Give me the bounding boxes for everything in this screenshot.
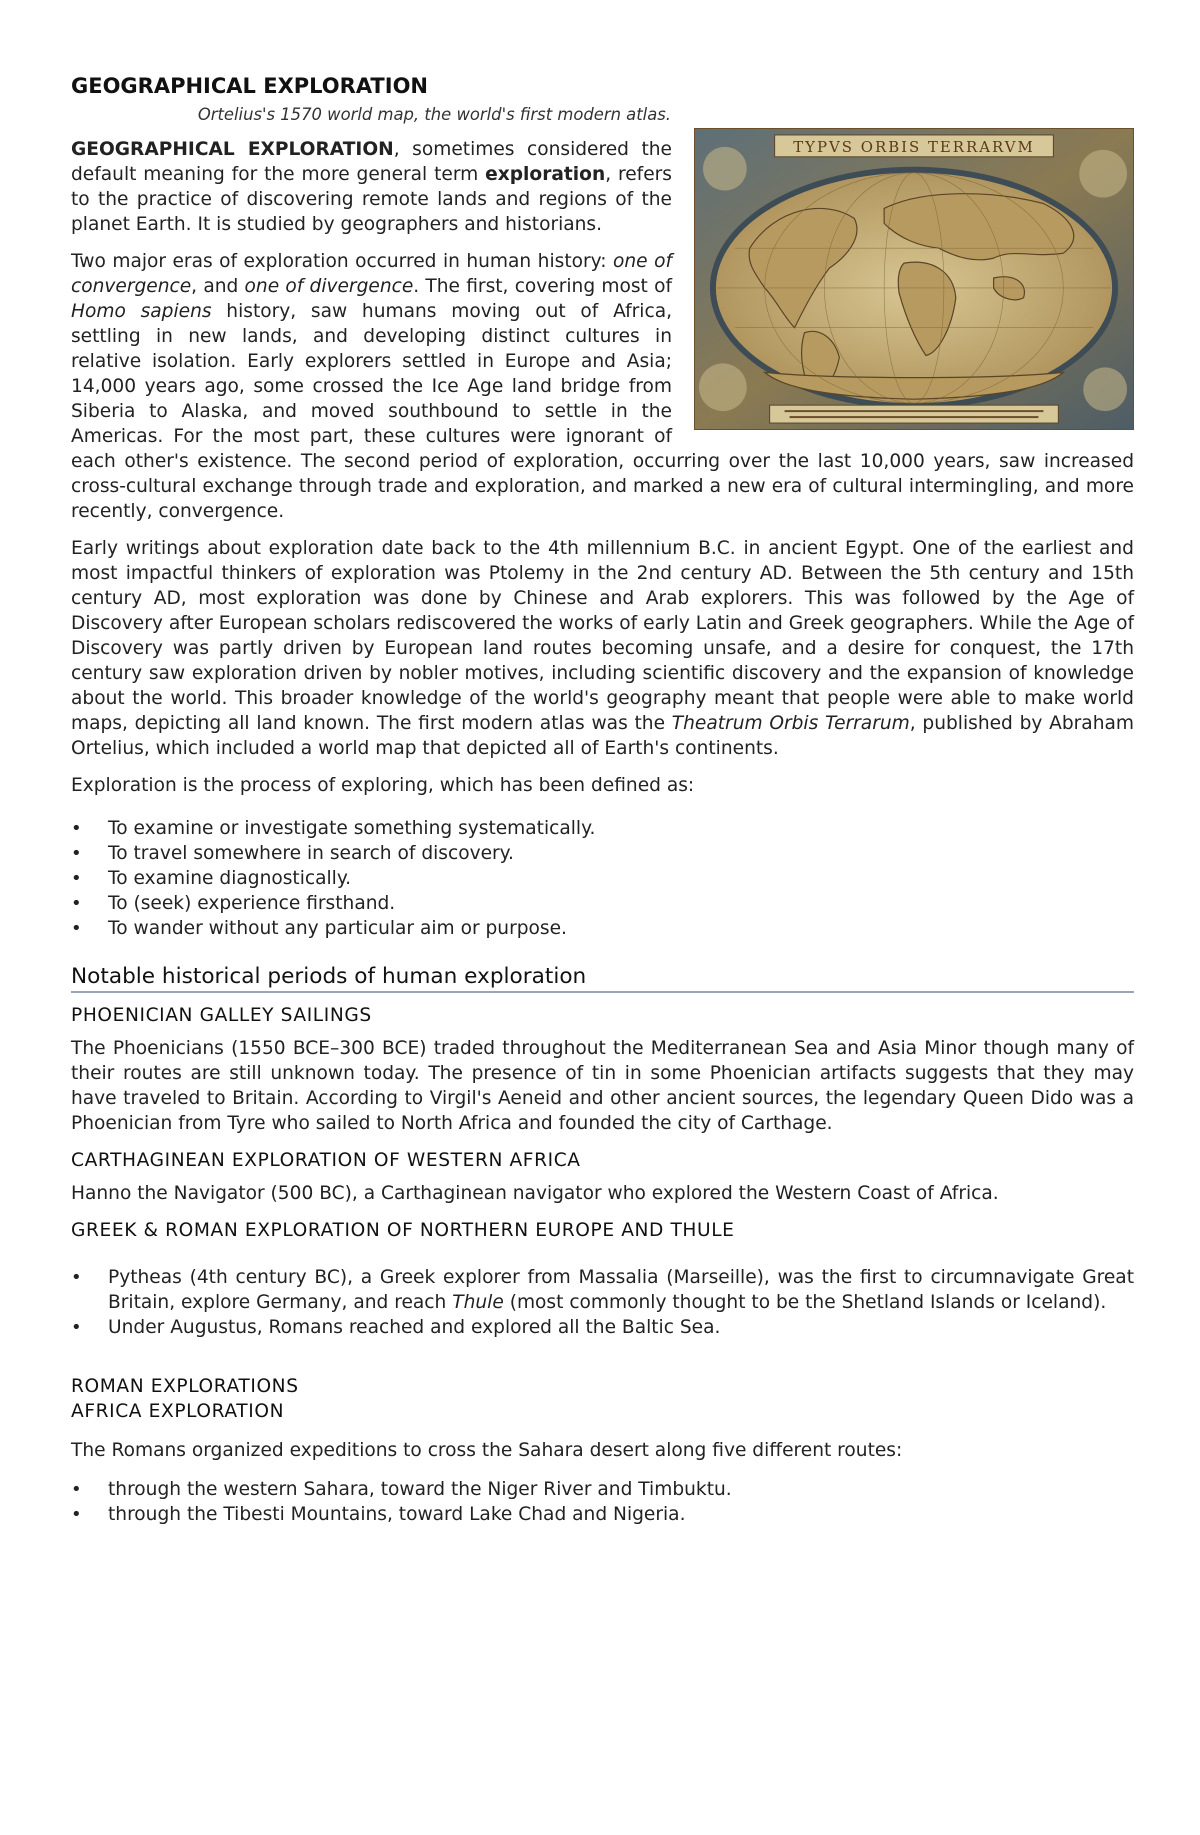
carthage-heading: CARTHAGINEAN EXPLORATION OF WESTERN AFRICA [71,1150,581,1171]
section-heading: Notable historical periods of human exploration [71,963,1134,993]
phoenician-paragraph: The Phoenicians (1550 BCE–300 BCE) traded throughout the Mediterranean Sea and Asia Minor though many of their routes are still unknown today. The presence of tin in some Phoenician artifacts suggests that they may have traveled to Britain. According to Virgil's Aeneid and other ancient sources, the legendary Queen Dido was a Phoenician from Tyre who sailed to North Africa and founded the city of Carthage. [71,1038,1134,1134]
writings-paragraph [71,536,1134,761]
eras-em-3: Homo sapiens [71,301,212,322]
list-item [71,1265,1134,1315]
roman-heading: ROMAN EXPLORATIONS [71,1376,299,1397]
list-item: • To (seek) experience firsthand. [71,891,1134,916]
list-item: • To examine or investigate something systematically. [71,816,1134,841]
carthage-paragraph: Hanno the Navigator (500 BC), a Carthaginean navigator who explored the Western Coast of Africa. [71,1183,999,1204]
writings-em: Theatrum Orbis Terrarum [671,713,910,734]
writings-text-1: Early writings about exploration date back to the 4th millennium B.C. in ancient Egypt. One of the earliest and most impactful thinkers of exploration was Ptolemy in the 2nd century AD. Between the 5th century and 15th century AD, most exploration was done by Chinese and Arab explorers. This was followed by the Age of Discovery after European scholars rediscovered the works of early Latin and Greek geographers. While the Age of Discovery was partly driven by European land routes becoming unsafe, and a desire for conquest, the 17th century saw exploration driven by nobler motives, including scientific discovery and the expansion of knowledge about the world. This broader knowledge of the world's geography meant that people were able to make world maps, depicting all land known. The first modern atlas was the [71,538,1134,734]
definition-intro: Exploration is the process of exploring, which has been defined as: [71,775,695,796]
figure-caption: Ortelius's 1570 world map, the world's first modern atlas. [197,105,671,124]
eras-em-1: one of convergence [71,251,673,297]
list-item: • through the Tibesti Mountains, toward Lake Chad and Nigeria. [71,1502,1134,1527]
eras-text-2: , and [191,276,245,297]
eras-em-2: one of divergence [244,276,414,297]
africa-heading: AFRICA EXPLORATION [71,1401,285,1422]
roman-paragraph: The Romans organized expeditions to cross the Sahara desert along five different routes: [71,1440,903,1461]
world-map-figure [694,128,1134,430]
greek-heading: GREEK & ROMAN EXPLORATION OF NORTHERN EUROPE AND THULE [71,1220,735,1241]
intro-term: exploration [485,164,606,185]
intro-text-2: , refers to the practice of discovering remote lands and regions of the planet Earth. It is studied by geographers and historians. [71,164,672,235]
page-title: GEOGRAPHICAL EXPLORATION [71,74,428,98]
list-item: • To travel somewhere in search of discovery. [71,841,1134,866]
map-banner-text: TYPVS ORBIS TERRARVM [793,137,1035,156]
list-item: • Under Augustus, Romans reached and explored all the Baltic Sea. [71,1315,1134,1340]
list-item: • To examine diagnostically. [71,866,1134,891]
eras-text-3: . The first, covering most of [413,276,672,297]
list-item: • through the western Sahara, toward the Niger River and Timbuktu. [71,1477,1134,1502]
intro-lead: GEOGRAPHICAL EXPLORATION [71,139,394,160]
list-item: • To wander without any particular aim or purpose. [71,916,1134,941]
eras-text-1: Two major eras of exploration occurred in human history: [71,251,614,272]
definitions-list [71,816,1134,941]
document-page [71,58,1134,1818]
writings-text-2: , published by Abraham Ortelius, which included a world map that depicted all of Earth's continents. [71,713,1134,759]
routes-list [71,1477,1134,1527]
eras-text-4: history, saw humans moving out of Africa, settling in new lands, and developing distinct cultures in relative isolation. Early explorers settled in Europe and Asia; 14,000 years ago, some crossed the Ice Age land bridge from Siberia to Alaska, and moved southbound to settle in the Americas. For the most part, these cultures were ignorant of each other's existence. The second period of exploration, occurring over the last 10,000 years, saw increased cross-cultural exchange through trade and exploration, and marked a new era of cultural intermingling, and more recently, convergence. [71,301,1134,522]
greek-em: Thule [452,1292,504,1313]
greek-text-2: (most commonly thought to be the Shetland Islands or Iceland). [503,1292,1107,1313]
intro-text-1: , sometimes considered the default meaning for the more general term [71,139,672,185]
ortelius-map-image [695,129,1133,429]
phoenician-heading: PHOENICIAN GALLEY SAILINGS [71,1005,372,1026]
greek-list [71,1265,1134,1340]
greek-text-1: Pytheas (4th century BC), a Greek explorer from Massalia (Marseille), was the first to circumnavigate Great Britain, explore Germany, and reach [108,1267,1134,1313]
